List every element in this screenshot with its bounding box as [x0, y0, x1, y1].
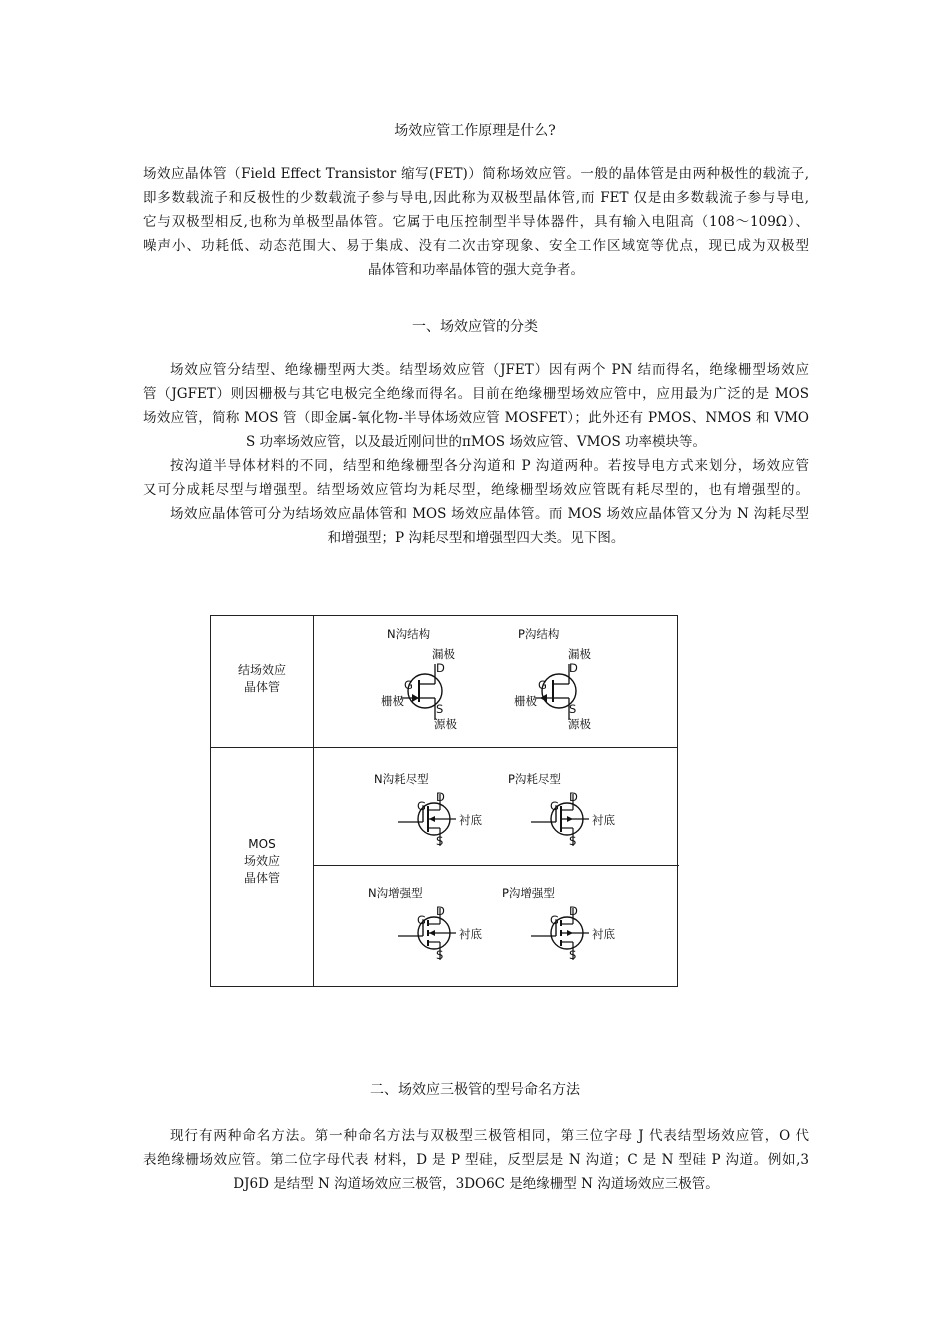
intro-paragraph	[143, 162, 809, 282]
pin-g-label: G	[550, 799, 559, 813]
intro-line: 晶体管和功率晶体管的强大竞争者。	[368, 262, 584, 278]
pin-s-label: S	[569, 702, 577, 716]
pin-g-label: G	[538, 678, 547, 692]
substrate-label: 衬底	[459, 813, 482, 827]
section-heading: 一、场效应管的分类	[412, 319, 538, 335]
intro-line: 噪声小、功耗低、动态范围大、易于集成、没有二次击穿现象、安全工作区域宽等优点，现已成为双极型	[143, 238, 809, 254]
substrate-label: 衬底	[592, 927, 615, 941]
n-channel-label: N沟结构	[387, 627, 431, 641]
classification-paragraph	[143, 358, 809, 550]
gate-label: 栅极	[514, 694, 537, 708]
body-line: 场效应管，简称 MOS 管（即金属-氧化物-半导体场效应管 MOSFET）；此外还有 PMOS、NMOS 和 VMO	[143, 410, 809, 426]
pin-d-label: D	[569, 661, 578, 675]
pin-s-label: S	[569, 834, 577, 848]
table-divider	[211, 747, 677, 748]
p-depletion-label: P沟耗尽型	[508, 772, 561, 786]
pin-s-label: S	[436, 702, 444, 716]
mos-category-label: MOS 场效应 晶体管	[243, 837, 280, 885]
intro-line: 即多数载流子和反极性的少数载流子参与导电,因此称为双极型晶体管,而 FET 仅是由多数载流子参与导电,	[143, 190, 809, 206]
body-line: 表绝缘栅场效应管。第二位字母代表 材料，D 是 P 型硅，反型层是 N 沟道；C 是 N 型硅 P 沟道。例如,3	[143, 1152, 809, 1168]
body-line: 管（JGFET）则因栅极与其它电极完全绝缘而得名。目前在绝缘栅型场效应管中，应用最为广泛的是 MOS	[143, 386, 809, 402]
intro-line: 它与双极型相反,也称为单极型晶体管。它属于电压控制型半导体器件，具有输入电阻高（108～109Ω）、	[143, 214, 809, 230]
substrate-label: 衬底	[459, 927, 482, 941]
gate-label: 栅极	[381, 694, 404, 708]
source-label: 源极	[434, 717, 457, 731]
p-channel-label: P沟结构	[518, 627, 560, 641]
pin-g-label: G	[417, 799, 426, 813]
n-enhancement-label: N沟增强型	[368, 886, 423, 900]
pin-d-label: D	[436, 661, 445, 675]
source-label: 源极	[568, 717, 591, 731]
pin-d-label: D	[436, 790, 445, 804]
body-line: 和增强型；P 沟耗尽型和增强型四大类。见下图。	[327, 530, 625, 546]
body-line: 场效应管分结型、绝缘栅型两大类。结型场效应管（JFET）因有两个 PN 结而得名，绝缘栅型场效应	[170, 362, 809, 378]
pin-d-label: D	[569, 790, 578, 804]
substrate-label: 衬底	[592, 813, 615, 827]
p-enhancement-label: P沟增强型	[502, 886, 555, 900]
pin-g-label: G	[404, 678, 413, 692]
intro-line: 场效应晶体管（Field Effect Transistor 缩写(FET)）简称场效应管。一般的晶体管是由两种极性的载流子,	[143, 166, 809, 182]
table-divider	[313, 616, 314, 986]
body-line: 场效应晶体管可分为结场效应晶体管和 MOS 场效应晶体管。而 MOS 场效应晶体管又分为 N 沟耗尽型	[170, 506, 809, 522]
naming-paragraph	[143, 1124, 809, 1196]
section-heading: 二、场效应三极管的型号命名方法	[370, 1082, 580, 1098]
pin-g-label: G	[417, 913, 426, 927]
jfet-category-label: 结场效应 晶体管	[237, 663, 286, 694]
n-depletion-label: N沟耗尽型	[374, 772, 429, 786]
body-line: 现行有两种命名方法。第一种命名方法与双极型三极管相同，第三位字母 J 代表结型场效应管，O 代	[170, 1128, 809, 1144]
body-line: DJ6D 是结型 N 沟道场效应三极管，3DO6C 是绝缘栅型 N 沟道场效应三极管。	[233, 1176, 719, 1192]
drain-label: 漏极	[568, 647, 591, 661]
body-line: S 功率场效应管，以及最近刚问世的πMOS 场效应管、VMOS 功率模块等。	[245, 434, 707, 450]
drain-label: 漏极	[432, 647, 455, 661]
pin-s-label: S	[436, 834, 444, 848]
table-divider	[313, 865, 679, 866]
document-title: 场效应管工作原理是什么?	[394, 123, 556, 139]
pin-d-label: D	[569, 904, 578, 918]
fet-classification-diagram	[210, 615, 678, 987]
pin-s-label: S	[436, 948, 444, 962]
pin-g-label: G	[550, 913, 559, 927]
pin-d-label: D	[436, 904, 445, 918]
body-line: 按沟道半导体材料的不同，结型和绝缘栅型各分沟道和 P 沟道两种。若按导电方式来划分，场效应管	[170, 458, 809, 474]
body-line: 又可分成耗尽型与增强型。结型场效应管均为耗尽型，绝缘栅型场效应管既有耗尽型的，也有增强型的。	[143, 482, 809, 498]
pin-s-label: S	[569, 948, 577, 962]
